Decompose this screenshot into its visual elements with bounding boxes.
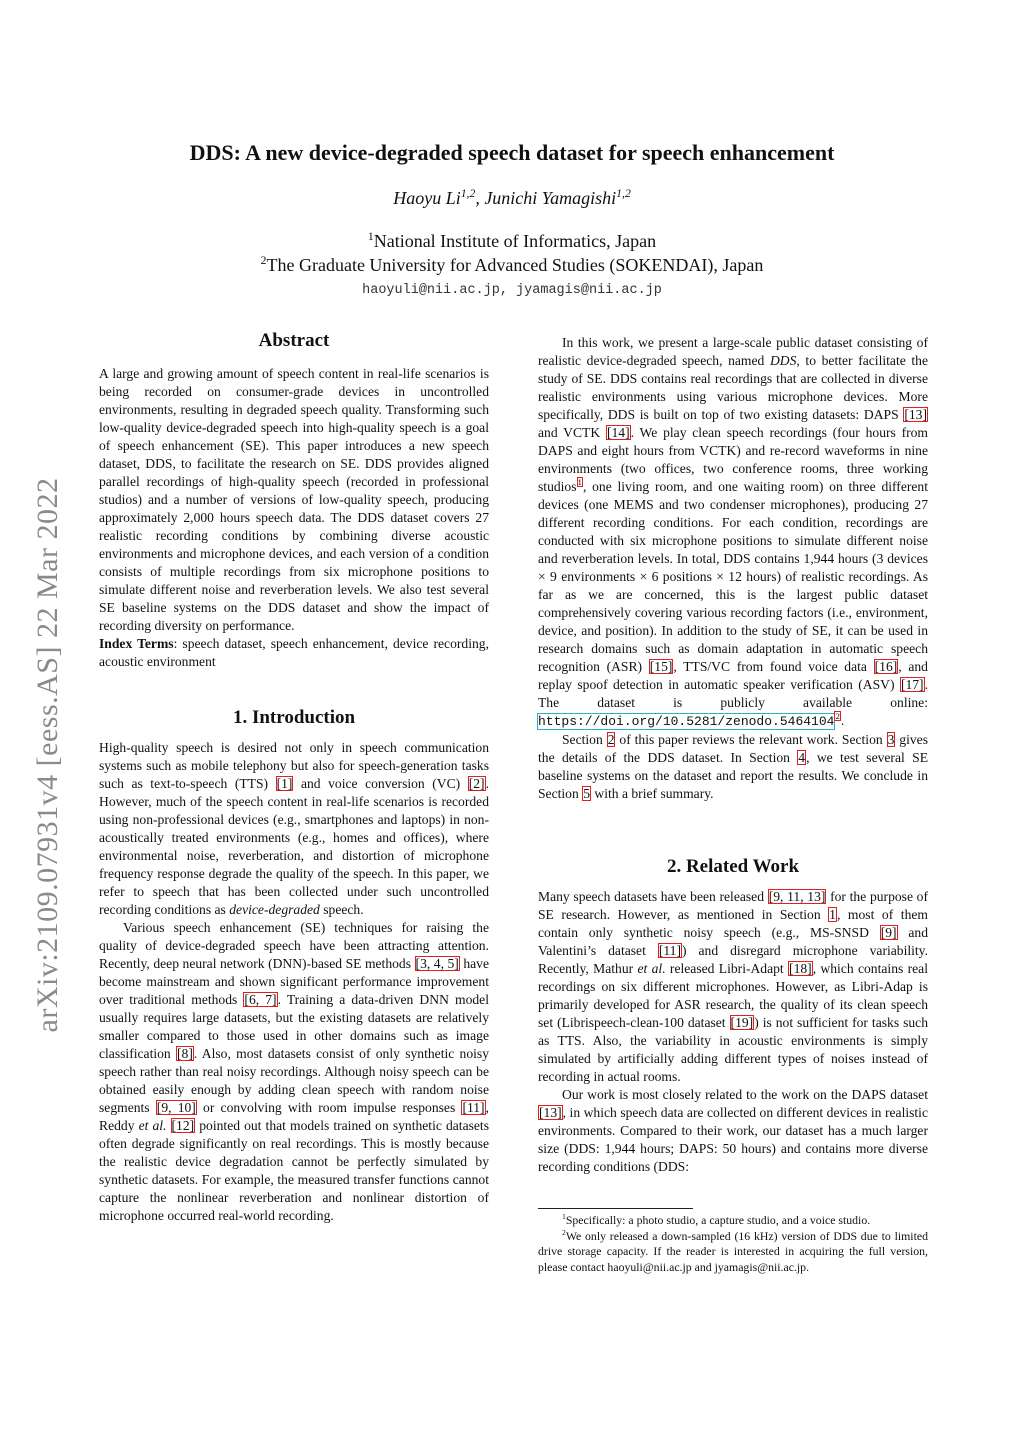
intro-paragraph-3: In this work, we present a large-scale public dataset consisting of realistic device-degraded speech, named DDS, to better facilitate the study of SE. DDS contains real recordings that are collected in diverse realistic environments using various microphone devices. More specifically, DDS is built on top of two existing datasets: DAPS [13] and VCTK [14]. We play clean speech recordings (four hours from DAPS and eight hours from VCTK) and re-record waveforms in nine environments (two offices, two conference rooms, three working studios$^1$, one living room, and one waiting room) on three different devices (one MEMS and two condenser microphones), producing 27 different recording conditions. For each condition, recordings are conducted with six microphone positions to simulate different noise and reverberation levels. In total, DDS contains 1,944 hours (3 devices × 9 environments × 6 positions × 12 hours) of realistic recordings. As far as we are concerned, this is the largest public dataset comprehensively covering various recording factors (i.e., environment, device, and position). In addition to the study of SE, it can be used in research domains such as domain adaptation in automatic speech recognition (ASR) [15], TTS/VC from found voice data [16], and replay spoof detection in automatic speaker verification (ASV) [17]. The dataset is publicly available online: https://doi.org/10.5281/zenodo.5464104$^2$. [538, 335, 929, 729]
abstract-body [99, 365, 489, 671]
citation-link[interactable]: [19] [730, 1015, 754, 1030]
index-terms: Index Terms: speech dataset, speech enhancement, device recording, acoustic environment [99, 636, 489, 669]
right-intro-body [538, 334, 928, 803]
section-link[interactable]: 1 [829, 907, 836, 922]
footnote-divider [538, 1208, 693, 1209]
related-work-body [538, 888, 928, 1176]
section-link[interactable]: 4 [798, 750, 806, 765]
related-paragraph-1: Many speech datasets have been released [9, 11, 13] for the purpose of SE research. However, as mentioned in Section 1, most of them contain only synthetic noisy speech (e.g., MS-SNSD [9] and Valentini’s dataset [11]) and disregard microphone variability. Recently, Mathur et al. released Libri-Adapt [18], which contains real recordings on six different microphones. However, as Libri-Adap is primarily developed for ASR research, the quality of its clean speech set (Librispeech-clean-100 dataset [19]) is not sufficient for tasks such as TTS. Also, the variability in acoustic environments is simply simulated by artificially adding different types of noises instead of recording in actual rooms. [538, 889, 928, 1084]
section-link[interactable]: 2 [607, 732, 615, 747]
citation-link[interactable]: [11] [658, 943, 682, 958]
intro-body [99, 739, 489, 1225]
affiliation-2: $^2$The Graduate University for Advanced Studies (SOKENDAI), Japan [260, 254, 764, 275]
abstract-heading: Abstract [258, 330, 330, 351]
intro-heading: 1. Introduction [232, 707, 356, 728]
footnote-link[interactable]: 2 [835, 711, 840, 722]
citation-link[interactable]: [17] [900, 677, 924, 692]
citation-link[interactable]: [15] [649, 659, 673, 674]
intro-paragraph-4: Section 2 of this paper reviews the relevant work. Section 3 gives the details of the DDS dataset. In Section 4, we test several SE baseline systems on the dataset and report the results. We conclude in Section 5 with a brief summary. [538, 732, 928, 801]
citation-link[interactable]: [6, 7] [244, 992, 277, 1007]
citation-link[interactable]: [9, 10] [156, 1100, 196, 1115]
abstract-text: A large and growing amount of speech content in real-life scenarios is being recorded on consumer-grade devices in uncontrolled environments, resulting in degraded speech quality. Transforming such low-quality device-degraded speech into high-quality speech is a goal of speech enhancement (SE). This paper introduces a new speech dataset, DDS, to facilitate the research on SE. DDS provides aligned parallel recordings of high-quality speech (recorded in professional studios) and a number of versions of low-quality speech, producing approximately 2,000 hours speech data. The DDS dataset covers 27 realistic recording conditions by combining diverse acoustic environments and microphone devices, and each version of a condition consists of multiple recordings from six microphone positions to simulate different noise and reverberation levels. We also test several SE baseline systems on the DDS dataset and show the impact of recording diversity on performance. [99, 366, 489, 633]
footnotes [538, 1213, 928, 1275]
footnote-link[interactable]: 1 [577, 477, 582, 488]
intro-paragraph-1: High-quality speech is desired not only in speech communication systems such as mobile telephony but also for speech-generation tasks such as text-to-speech (TTS) [1] and voice conversion (VC) [2]. However, much of the speech content in real-life scenarios is recorded using non-professional devices (e.g., smartphones and laptops) in non-acoustically treated environments (e.g., homes and offices), where environmental noise, reverberation, and distortion of microphone frequency response degrade the quality of the speech. In this paper, we refer to speech that has been collected under such uncontrolled recording conditions as device-degraded speech. [99, 740, 489, 917]
citation-link[interactable]: [9] [880, 925, 897, 940]
related-work-heading: 2. Related Work [666, 856, 800, 877]
citation-link[interactable]: [11] [462, 1100, 485, 1115]
citation-link[interactable]: [2] [468, 776, 485, 791]
intro-paragraph-2: Various speech enhancement (SE) techniques for raising the quality of device-degraded speech have been attracting attention. Recently, deep neural network (DNN)-based SE methods [3, 4, 5] have become mainstream and shown significant performance improvement over traditional methods [6, 7]. Training a data-driven DNN model usually requires large datasets, but the existing datasets are relatively smaller compared to those used in other domains such as image classification [8]. Also, most datasets consist of only synthetic noisy speech rather than real noisy recordings. Although noisy speech can be obtained easily enough by adding clean speech with random noise segments [9, 10] or convolving with room impulse responses [11], Reddy et al. [12] pointed out that models trained on synthetic datasets often degrade significantly on real recordings. This is mostly because the realistic device degradation cannot be perfectly simulated by synthetic datasets. For example, the measured transfer functions cannot capture the nonlinear reverberation and nonlinear distortion of microphone occurred real-world recording. [99, 920, 490, 1223]
citation-link[interactable]: [8] [177, 1046, 193, 1061]
footnote-2: $^2$We only released a down-sampled (16 kHz) version of DDS due to limited drive storage capacity. If the reader is interested in acquiring the full version, please contact haoyuli@nii.ac.jp and jyamagis@nii.ac.jp. [538, 1227, 928, 1274]
authors: Haoyu Li$^{1,2}$, Junichi Yamagishi$^{1,2}$ [393, 187, 631, 208]
affiliation-1: $^1$National Institute of Informatics, Japan [367, 230, 657, 251]
citation-link[interactable]: [13] [539, 1105, 562, 1120]
dataset-url-link[interactable]: https://doi.org/10.5281/zenodo.5464104 [538, 714, 835, 729]
citation-link[interactable]: [16] [874, 659, 898, 674]
citation-link[interactable]: [18] [789, 961, 812, 976]
citation-link[interactable]: [1] [276, 776, 293, 791]
citation-link[interactable]: [13] [904, 407, 927, 422]
citation-link[interactable]: [14] [606, 425, 630, 440]
arxiv-identifier-text: arXiv:2109.07931v4 [eess.AS] 22 Mar 2022 [31, 477, 64, 1033]
paper-title: DDS: A new device-degraded speech dataset for speech enhancement [189, 140, 835, 165]
section-link[interactable]: 5 [583, 786, 590, 801]
related-paragraph-2: Our work is most closely related to the work on the DAPS dataset [13], in which speech data are collected on different devices in realistic environments. Compared to their work, our dataset has a much larger size (DDS: 1,944 hours; DAPS: 50 hours) and contains more diverse recording conditions (DDS: [538, 1087, 928, 1174]
arxiv-identifier [28, 430, 68, 1080]
footnote-1: $^1$Specifically: a photo studio, a capture studio, and a voice studio. [562, 1212, 871, 1227]
citation-link[interactable]: [3, 4, 5] [415, 956, 459, 971]
author-emails: haoyuli@nii.ac.jp, jyamagis@nii.ac.jp [362, 283, 662, 298]
citation-link[interactable]: [12] [171, 1118, 195, 1133]
section-link[interactable]: 3 [887, 732, 895, 747]
citation-link[interactable]: [9, 11, 13] [768, 889, 826, 904]
